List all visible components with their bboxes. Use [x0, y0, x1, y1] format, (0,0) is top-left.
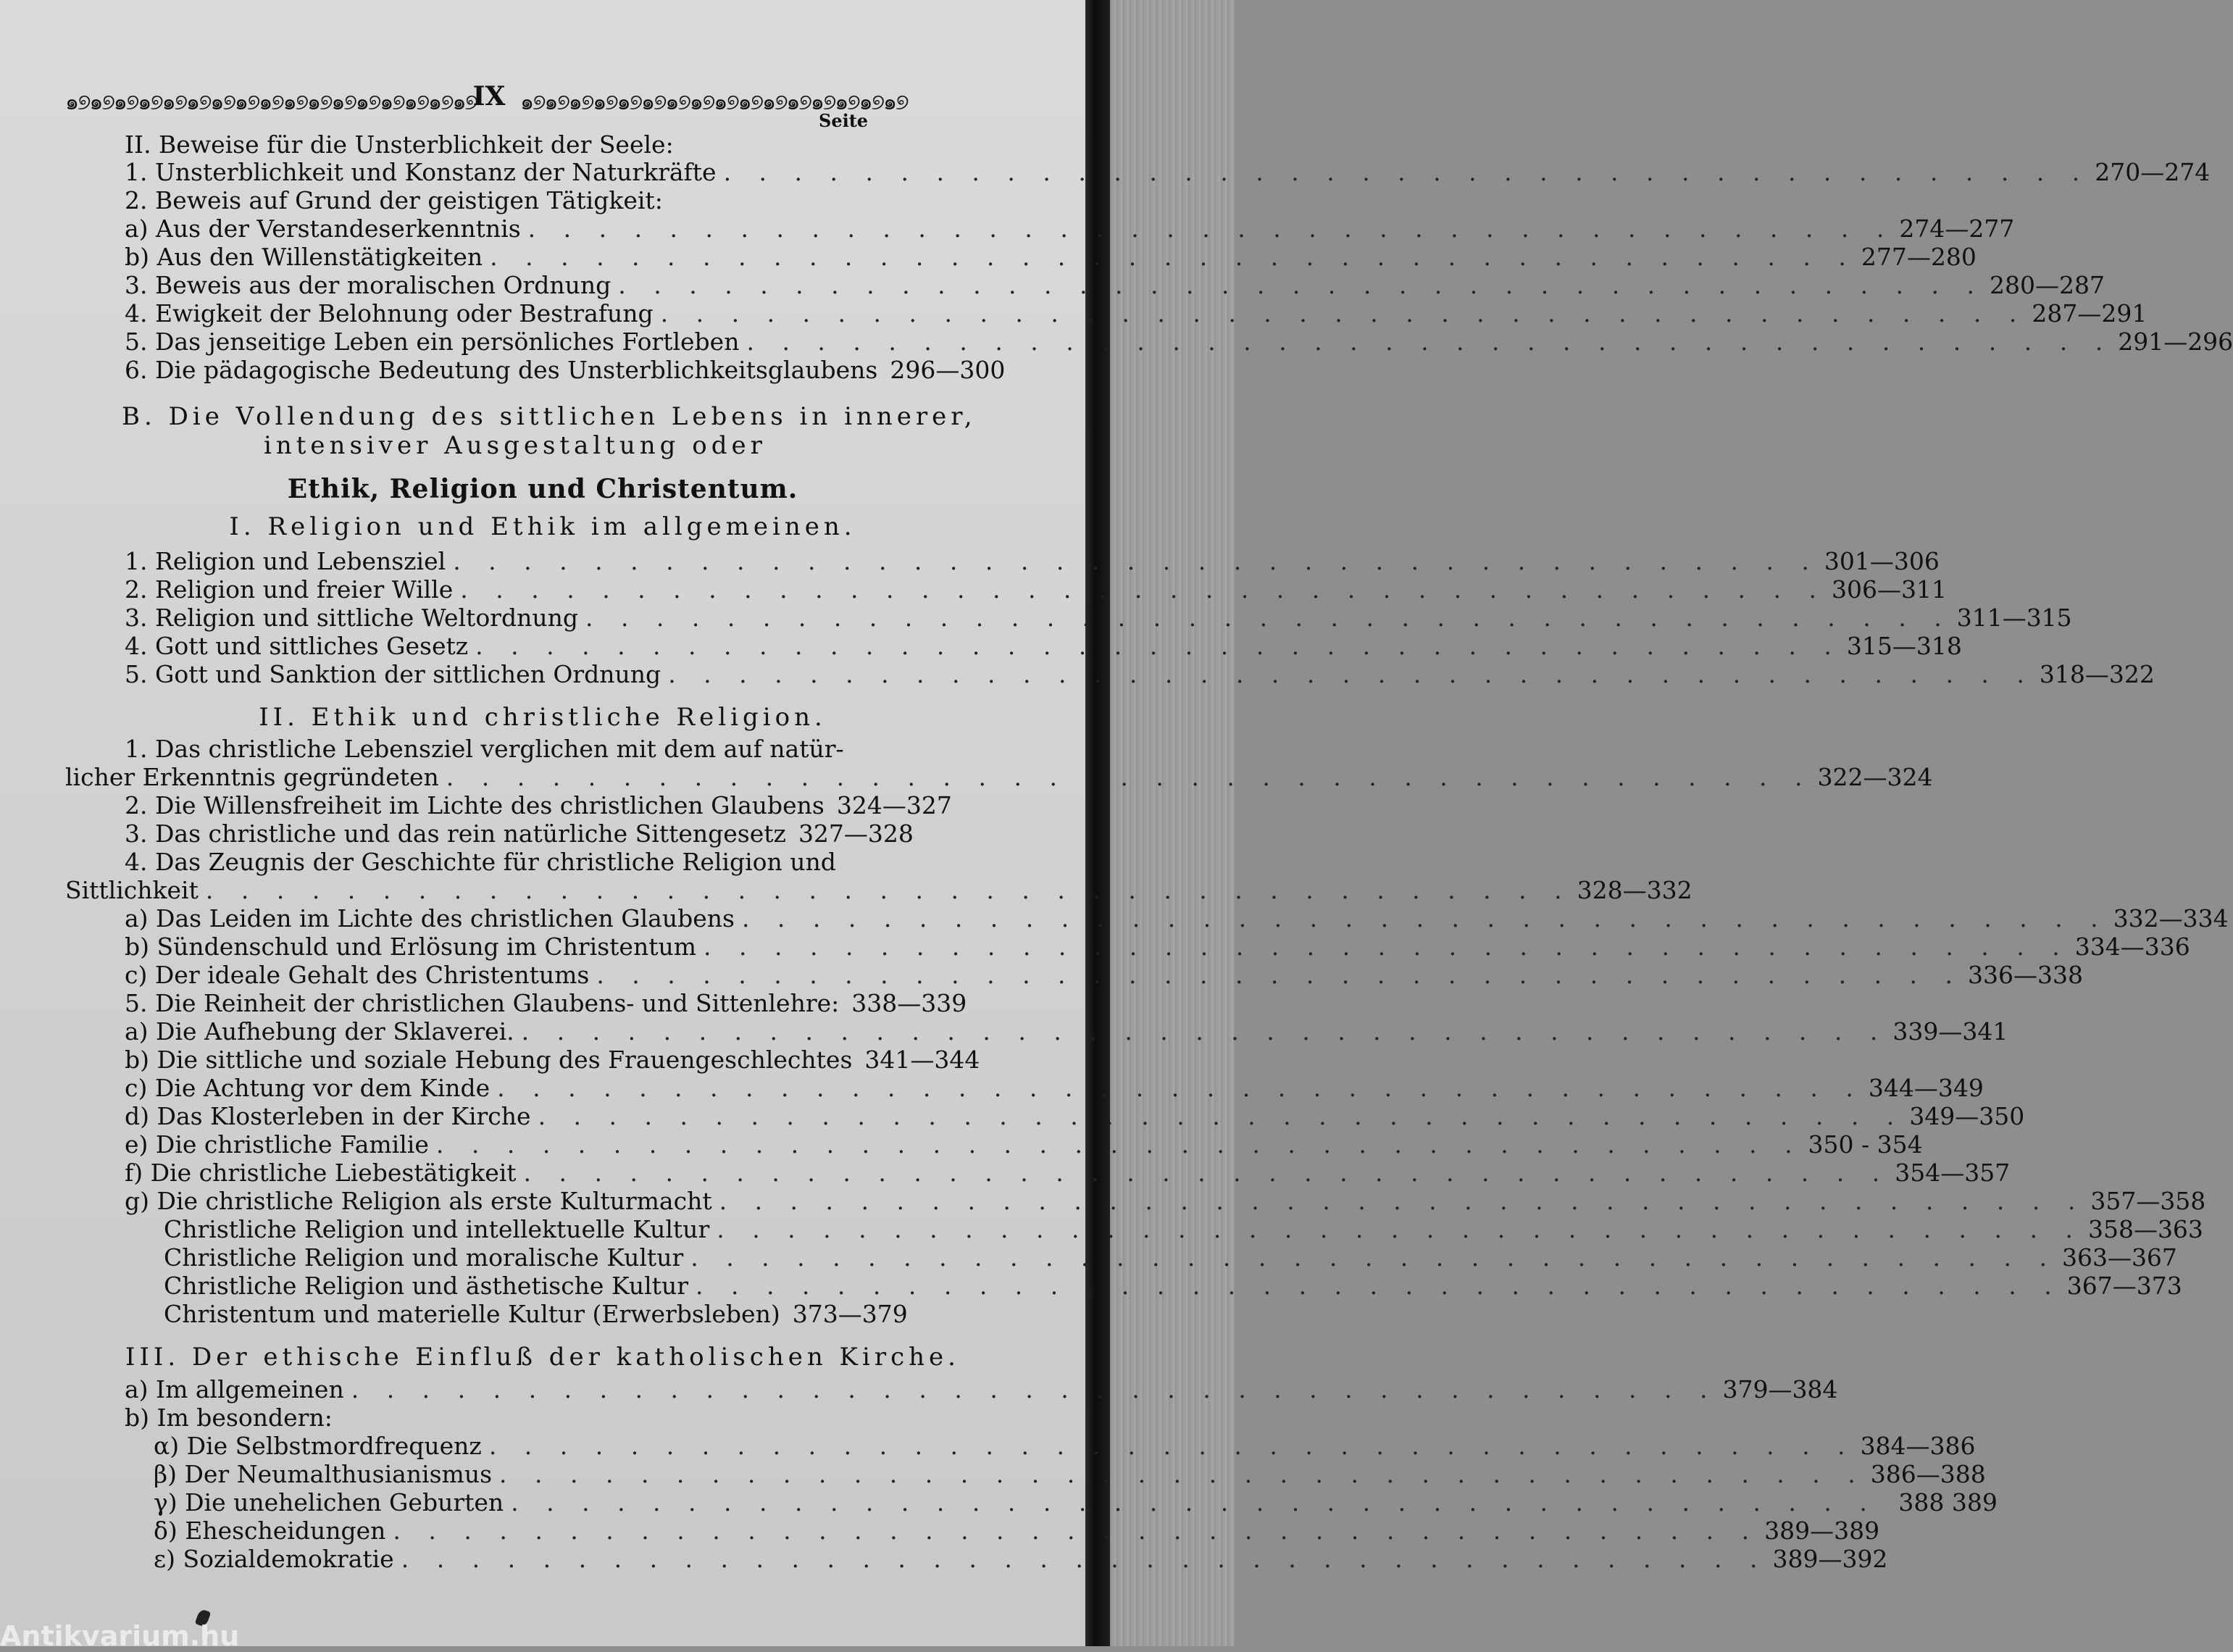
toc-entry: [125, 1187, 2206, 1216]
dot-leader: . . . . . . . . . . . . . . . . . . . . . . . . . . . . . . . . . . . . . . .: [746, 328, 2113, 356]
dot-leader: . . . . . . . . . . . . . . . . . . . . . . . . . . . . . . . . . . . . . . .: [618, 271, 1984, 299]
section-heading: II. Beweise für die Unsterblichkeit der Seele:: [125, 130, 674, 159]
toc-entry-pages: 296—300: [890, 356, 1006, 384]
dot-leader: . . . . . . . . . . . . . . . . . . . . . . . . . . . . . . . . . . . . . . .: [490, 243, 1856, 271]
toc-entry-label: α) Die Selbstmordfrequenz: [154, 1432, 482, 1460]
toc-entry: [154, 1517, 1880, 1545]
dot-leader: . . . . . . . . . . . . . . . . . . . . . . . . . . . . . . . . . . . . . . .: [668, 660, 2034, 688]
section-heading: II. Ethik und christliche Religion.: [259, 703, 827, 732]
toc-entry-label: γ) Die unehelichen Geburten: [154, 1488, 504, 1517]
toc-entry: [125, 243, 1977, 272]
toc-entry-pages: 350 - 354: [1808, 1130, 1923, 1159]
toc-entry-pages: 336—338: [1968, 961, 2084, 989]
toc-entry-label: 3. Das christliche und das rein natürliche Sittengesetz: [125, 819, 786, 848]
toc-entry-pages: 338—339: [851, 989, 967, 1017]
toc-entry: [164, 1272, 2182, 1301]
dot-leader: . . . . . . . . . . . . . . . . . . . . . . . . . . . . . . . . . . . . . . .: [717, 1215, 2083, 1243]
part-title: Ethik, Religion und Christentum.: [287, 474, 798, 504]
toc-entry: [125, 1017, 2008, 1046]
toc-entry-pages: 379—384: [1722, 1375, 1838, 1403]
toc-entry: [154, 1545, 1888, 1574]
toc-entry-label: a) Im allgemeinen: [125, 1375, 344, 1403]
toc-entry-label: licher Erkenntnis gegründeten: [65, 763, 439, 791]
toc-entry: [125, 961, 2084, 990]
dot-leader: . . . . . . . . . . . . . . . . . . . . . . . . . . . . . . . . . . . . . . .: [695, 1272, 2062, 1300]
column-label-seite: Seite: [819, 110, 869, 131]
toc-entry: [125, 1102, 2025, 1131]
toc-entry: [125, 547, 1940, 576]
toc-entry-pages: 386—388: [1870, 1460, 1986, 1488]
toc-entry-pages: 349—350: [1909, 1102, 2025, 1130]
toc-entry: [125, 989, 967, 1018]
dot-leader: . . . . . . . . . . . . . . . . . . . . . . . . . . . . . . . . . . . . . . .: [523, 1159, 1890, 1187]
toc-entry-label: 2. Die Willensfreiheit im Lichte des christlichen Glaubens: [125, 791, 825, 819]
toc-entry-pages: 367—373: [2066, 1272, 2182, 1300]
part-heading-line2: intensiver Ausgestaltung oder: [264, 431, 767, 460]
toc-entry: [125, 933, 2190, 961]
toc-entry-pages: 277—280: [1861, 243, 1977, 271]
dot-leader: . . . . . . . . . . . . . . . . . . . . . . . . . . . . . . . . . . . . . . .: [475, 632, 1842, 660]
toc-entry-pages: 358—363: [2087, 1215, 2203, 1243]
toc-entry: [164, 1215, 2203, 1244]
toc-entry-label: c) Die Achtung vor dem Kinde: [125, 1074, 491, 1102]
dot-leader: . . . . . . . . . . . . . . . . . . . . . . . . . . . . . . . . . . . . . . .: [460, 575, 1827, 604]
toc-entry-pages: 318—322: [2039, 660, 2155, 688]
toc-entry-pages: 344—349: [1868, 1074, 1984, 1102]
toc-entry-pages: 301—306: [1824, 547, 1940, 575]
toc-entry-label: c) Der ideale Gehalt des Christentums: [125, 961, 590, 989]
toc-entry: [125, 575, 1947, 604]
toc-entry-label: g) Die christliche Religion als erste Kulturmacht: [125, 1187, 712, 1215]
toc-entry-label: 5. Gott und Sanktion der sittlichen Ordnung: [125, 660, 661, 688]
toc-entry-label: β) Der Neumalthusianismus: [154, 1460, 493, 1488]
toc-entry-pages: 280—287: [1990, 271, 2105, 299]
toc-entry: [125, 1074, 1984, 1103]
toc-entry-label: f) Die christliche Liebestätigkeit: [125, 1159, 517, 1187]
dot-leader: . . . . . . . . . . . . . . . . . . . . . . . . . . . . . . . . . . . . . . .: [435, 1130, 1803, 1159]
toc-entry-label: 2. Religion und freier Wille: [125, 575, 454, 604]
toc-entry-pages: 341—344: [864, 1046, 980, 1074]
dot-leader: . . . . . . . . . . . . . . . . . . . . . . . . . . . . . . . . . . . . . . .: [205, 876, 1572, 904]
toc-entry-pages: 306—311: [1832, 575, 1947, 604]
ornament-border-left: ๑୭๑୭๑୭๑୭๑୭๑୭๑୭๑୭๑୭๑୭๑୭๑୭๑୭๑୭๑୭๑୭๑୭: [65, 90, 477, 115]
toc-entry-line1: 1. Das christliche Lebensziel verglichen mit dem auf natür-: [125, 735, 844, 763]
part-heading-line1: B. Die Vollendung des sittlichen Lebens in innerer,: [122, 402, 977, 431]
toc-entry: [125, 271, 2105, 300]
toc-entry: [125, 1375, 1838, 1404]
toc-entry-label: δ) Ehescheidungen: [154, 1517, 386, 1545]
toc-entry-pages: 357—358: [2090, 1187, 2206, 1215]
dot-leader: . . . . . . . . . . . . . . . . . . . . . . . . . . . . . . . . . . . . . . .: [660, 299, 2027, 328]
dot-leader: . . . . . . . . . . . . . . . . . . . . . . . . . . . . . . . . . . . . . . .: [453, 547, 1819, 575]
dot-leader: . . . . . . . . . . . . . . . . . . . . . . . . . . . . . . . . . . . . . . .: [521, 1017, 1888, 1046]
toc-entry-label: 5. Das jenseitige Leben ein persönliches Fortleben: [125, 328, 740, 356]
toc-entry-pages: 389—392: [1772, 1545, 1888, 1573]
dot-leader: . . . . . . . . . . . . . . . . . . . . . . . . . . . . . . . . . . . . . . .: [585, 604, 1952, 632]
toc-entry-label: Christliche Religion und moralische Kultur: [164, 1243, 684, 1272]
toc-entry: [125, 1046, 980, 1075]
toc-entry-label: Sittlichkeit: [65, 876, 199, 904]
dot-leader: . . . . . . . . . . . . . . . . . . . . . . . . . . . . . . . . . . . . . . .: [351, 1375, 1718, 1403]
subsection-heading: 2. Beweis auf Grund der geistigen Tätigkeit:: [125, 186, 663, 214]
toc-entry: [125, 604, 2072, 633]
toc-entry: [154, 1460, 1986, 1489]
toc-entry-line1: 4. Das Zeugnis der Geschichte für christliche Religion und: [125, 848, 836, 876]
toc-entry-label: 1. Religion und Lebensziel: [125, 547, 446, 575]
toc-entry-pages: 384—386: [1860, 1432, 1976, 1460]
toc-entry-pages: 332—334: [2113, 904, 2229, 933]
toc-entry-label: Christentum und materielle Kultur (Erwerbsleben): [164, 1300, 780, 1328]
dot-leader: . . . . . . . . . . . . . . . . . . . . . . . . . . . . . . . . . . . . . . .: [393, 1517, 1760, 1545]
toc-entry-pages: 322—324: [1817, 763, 1933, 791]
toc-entry-label: b) Sündenschuld und Erlösung im Christentum: [125, 933, 697, 961]
toc-entry-label: 4. Ewigkeit der Belohnung oder Bestrafung: [125, 299, 654, 328]
toc-entry-pages: 354—357: [1895, 1159, 2011, 1187]
dot-leader: . . . . . . . . . . . . . . . . . . . . . . . . . . . . . . . . . . . . . . .: [596, 961, 1963, 989]
toc-entry-label: b) Aus den Willenstätigkeiten: [125, 243, 483, 271]
toc-entry-label: 6. Die pädagogische Bedeutung des Unsterblichkeitsglaubens: [125, 356, 878, 384]
dot-leader: . . . . . . . . . . . . . . . . . . . . . . . . . . . . . . . . . . . . . . .: [446, 763, 1813, 791]
toc-entry-label: Christliche Religion und ästhetische Kultur: [164, 1272, 688, 1300]
toc-entry: [125, 356, 1006, 385]
page-header: [65, 81, 908, 115]
dot-leader: . . . . . . . . . . . . . . . . . . . . . . . . . . . . . . . . . . . . . . .: [499, 1460, 1866, 1488]
toc-entry-pages: 388 389: [1898, 1488, 1998, 1517]
toc-entry-pages: 287—291: [2032, 299, 2148, 328]
toc-entry-pages: 324—327: [836, 791, 952, 819]
dot-leader: . . . . . . . . . . . . . . . . . . . . . . . . . . . . . . . . . . . . . . .: [511, 1488, 1877, 1517]
toc-entry-label: a) Die Aufhebung der Sklaverei.: [125, 1017, 514, 1046]
toc-entry: [125, 660, 2155, 689]
toc-entry: [125, 1159, 2011, 1188]
section-heading: III. Der ethische Einfluß der katholischen Kirche.: [125, 1343, 960, 1372]
toc-entry-label: 4. Gott und sittliches Gesetz: [125, 632, 469, 660]
toc-entry-label: 3. Religion und sittliche Weltordnung: [125, 604, 578, 632]
dot-leader: . . . . . . . . . . . . . . . . . . . . . . . . . . . . . . . . . . . . . . .: [401, 1545, 1768, 1573]
toc-entry-label: 5. Die Reinheit der christlichen Glaubens- und Sittenlehre:: [125, 989, 840, 1017]
toc-entry-pages: 315—318: [1846, 632, 1962, 660]
toc-entry-label: b) Die sittliche und soziale Hebung des Frauengeschlechtes: [125, 1046, 853, 1074]
dot-leader: . . . . . . . . . . . . . . . . . . . . . . . . . . . . . . . . . . . . . . .: [538, 1102, 1905, 1130]
toc-entry-pages: 389—389: [1764, 1517, 1880, 1545]
section-heading: I. Religion und Ethik im allgemeinen.: [229, 512, 856, 541]
toc-entry-pages: 291—296: [2118, 328, 2233, 356]
dot-leader: . . . . . . . . . . . . . . . . . . . . . . . . . . . . . . . . . . . . . . .: [690, 1243, 2057, 1272]
toc-entry: [125, 158, 2211, 187]
dot-leader: . . . . . . . . . . . . . . . . . . . . . . . . . . . . . . . . . . . . . . .: [704, 933, 2070, 961]
dot-leader: . . . . . . . . . . . . . . . . . . . . . . . . . . . . . . . . . . . . . . .: [527, 214, 1895, 243]
dot-leader: . . . . . . . . . . . . . . . . . . . . . . . . . . . . . . . . . . . . . . .: [723, 158, 2090, 186]
toc-entry-label: e) Die christliche Familie: [125, 1130, 429, 1159]
toc-entry-label: ε) Sozialdemokratie: [154, 1545, 394, 1573]
toc-entry: [154, 1488, 1998, 1517]
toc-entry: [154, 1432, 1976, 1461]
toc-entry: [164, 1243, 2177, 1272]
toc-entry: [125, 791, 952, 820]
toc-entry-label: d) Das Klosterleben in der Kirche: [125, 1102, 531, 1130]
toc-entry-label: a) Das Leiden im Lichte des christlichen Glaubens: [125, 904, 735, 933]
toc-entry-pages: 311—315: [1956, 604, 2072, 632]
dot-leader: . . . . . . . . . . . . . . . . . . . . . . . . . . . . . . . . . . . . . . .: [719, 1187, 2086, 1215]
dot-leader: . . . . . . . . . . . . . . . . . . . . . . . . . . . . . . . . . . . . . . .: [741, 904, 2108, 933]
toc-entry-pages: 363—367: [2061, 1243, 2177, 1272]
toc-entry-pages: 339—341: [1892, 1017, 2008, 1046]
dot-leader: . . . . . . . . . . . . . . . . . . . . . . . . . . . . . . . . . . . . . . .: [497, 1074, 1863, 1102]
toc-entry-pages: 274—277: [1899, 214, 2015, 243]
toc-entry-label: Christliche Religion und intellektuelle Kultur: [164, 1215, 710, 1243]
toc-entry: [65, 876, 1693, 905]
subsection-heading: b) Im besondern:: [125, 1403, 333, 1432]
toc-entry-label: 3. Beweis aus der moralischen Ordnung: [125, 271, 612, 299]
toc-entry: [125, 328, 2233, 356]
toc-entry: [164, 1300, 908, 1329]
toc-entry-pages: 373—379: [792, 1300, 908, 1328]
toc-entry: [125, 1130, 1923, 1159]
ornament-border-right: ๑୭๑୭๑୭๑୭๑୭๑୭๑୭๑୭๑୭๑୭๑୭๑୭๑୭๑୭๑୭๑୭: [520, 90, 908, 115]
toc-entry: [125, 819, 914, 848]
toc-entry-pages: 334—336: [2074, 933, 2190, 961]
toc-entry-pages: 270—274: [2095, 158, 2211, 186]
toc-entry-label: a) Aus der Verstandeserkenntnis: [125, 214, 521, 243]
toc-entry: [125, 299, 2148, 328]
page-number: IX: [472, 81, 506, 112]
dot-leader: . . . . . . . . . . . . . . . . . . . . . . . . . . . . . . . . . . . . . . .: [488, 1432, 1856, 1460]
toc-entry: [125, 214, 2015, 243]
toc-entry-label: 1. Unsterblichkeit und Konstanz der Naturkräfte: [125, 158, 717, 186]
watermark-text: Antikvarium.hu: [0, 1620, 240, 1652]
toc-entry: [65, 763, 1933, 792]
toc-entry: [125, 632, 1962, 661]
toc-entry-pages: 328—332: [1577, 876, 1693, 904]
toc-entry: [125, 904, 2229, 933]
toc-entry-pages: 327—328: [798, 819, 914, 848]
